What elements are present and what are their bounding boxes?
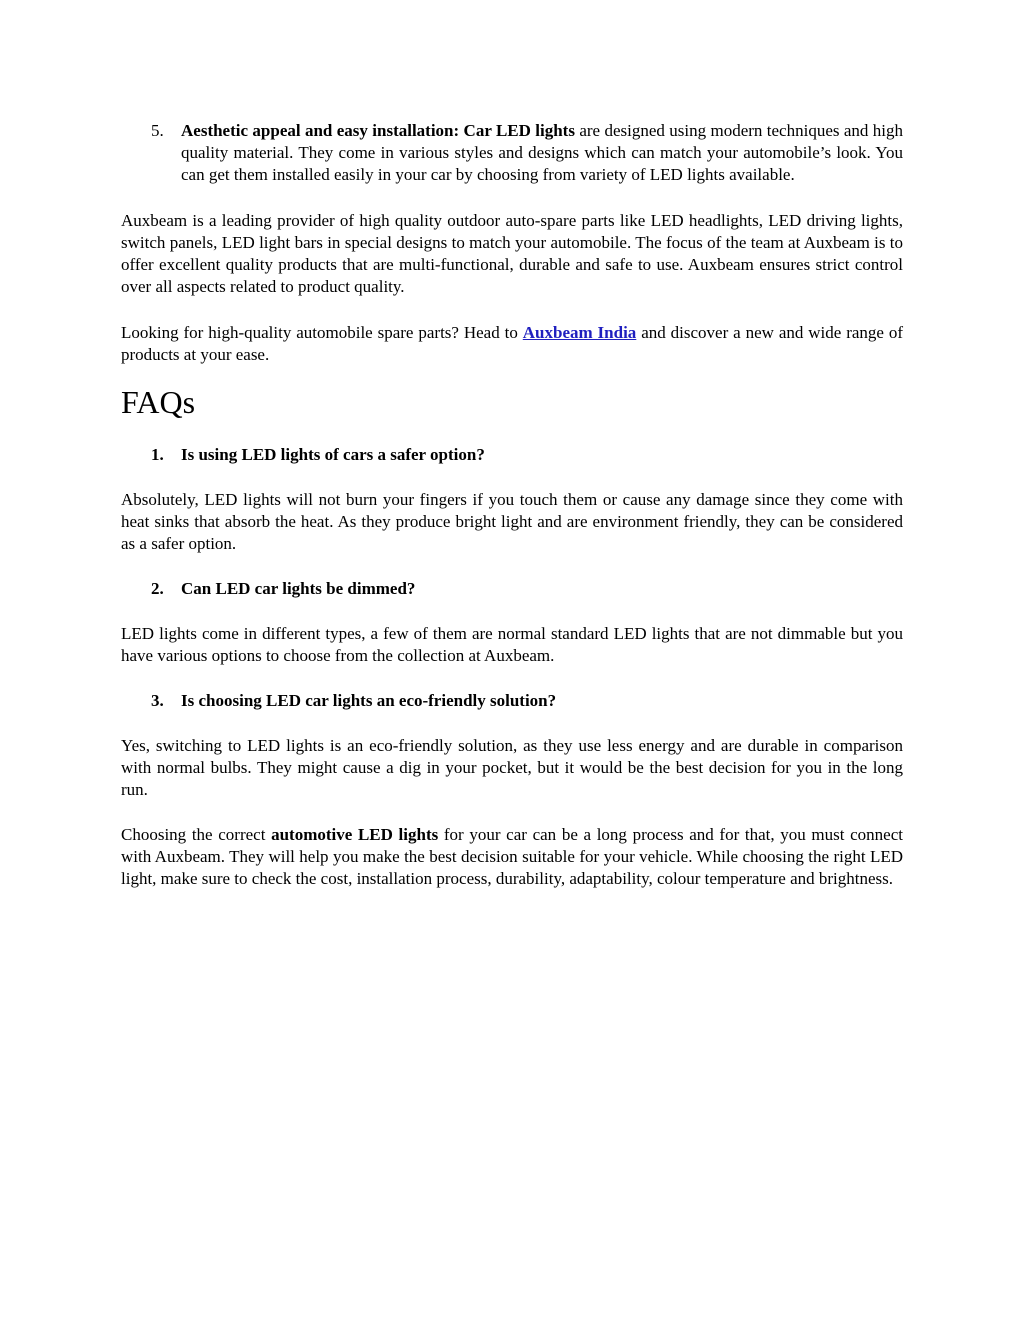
paragraph-choosing [121,824,903,890]
document-page [121,120,903,890]
faq-question-text: Is using LED lights of cars a safer option? [181,445,485,464]
faq-answer-3: Yes, switching to LED lights is an eco-friendly solution, as they use less energy and are durable in comparison with normal bulbs. They might cause a dig in your pocket, but it would be the best decision for you in the long run. [121,736,903,799]
faq-heading: FAQs [121,384,196,420]
paragraph-choosing-after: for your car can be a long process and for that, you must connect with Auxbeam. They will help you make the best decision suitable for your vehicle. While choosing the right LED light, make sure to check the cost, installation process, durability, adaptability, colour temperature and brightness. [121,825,904,888]
faq-number: 3. [151,691,164,710]
faq-answer-2: LED lights come in different types, a few of them are normal standard LED lights that are not dimmable but you have various options to choose from the collection at Auxbeam. [121,624,903,665]
automotive-led-lights-bold: automotive LED lights [271,825,439,844]
faq-number: 1. [151,445,164,464]
faq-answer-1: Absolutely, LED lights will not burn your fingers if you touch them or cause any damage since they come with heat sinks that absorb the heat. As they produce bright light and are environment friendly, they can be considered as a safer option. [121,490,903,553]
paragraph-looking [121,322,903,366]
faq-question-1 [121,444,903,466]
list-item-text: are designed using modern techniques and high quality material. They come in various styles and designs which can match your automobile’s look. You can get them installed easily in your car by choosing from variety of LED lights available. [181,121,903,184]
faq-question-2 [121,578,903,600]
faq-question-text: Can LED car lights be dimmed? [181,579,416,598]
faq-number: 2. [151,579,164,598]
list-item-5 [121,120,903,186]
list-item-heading: Aesthetic appeal and easy installation: Car LED lights [181,121,575,140]
auxbeam-india-link[interactable]: Auxbeam India [522,323,637,342]
paragraph-auxbeam: Auxbeam is a leading provider of high quality outdoor auto-spare parts like LED headlights, LED driving lights, switch panels, LED light bars in special designs to match your automobile. The focus of the team at Auxbeam is to offer excellent quality products that are multi-functional, durable and safe to use. Auxbeam ensures strict control over all aspects related to product quality. [121,211,903,296]
faq-question-text: Is choosing LED car lights an eco-friendly solution? [181,691,557,710]
paragraph-looking-before: Looking for high-quality automobile spare parts? Head to [121,323,518,342]
list-number: 5. [151,121,164,140]
paragraph-looking-after: and discover a new and wide range of products at your ease. [121,323,904,364]
faq-question-3 [121,690,903,712]
paragraph-choosing-before: Choosing the correct [121,825,266,844]
